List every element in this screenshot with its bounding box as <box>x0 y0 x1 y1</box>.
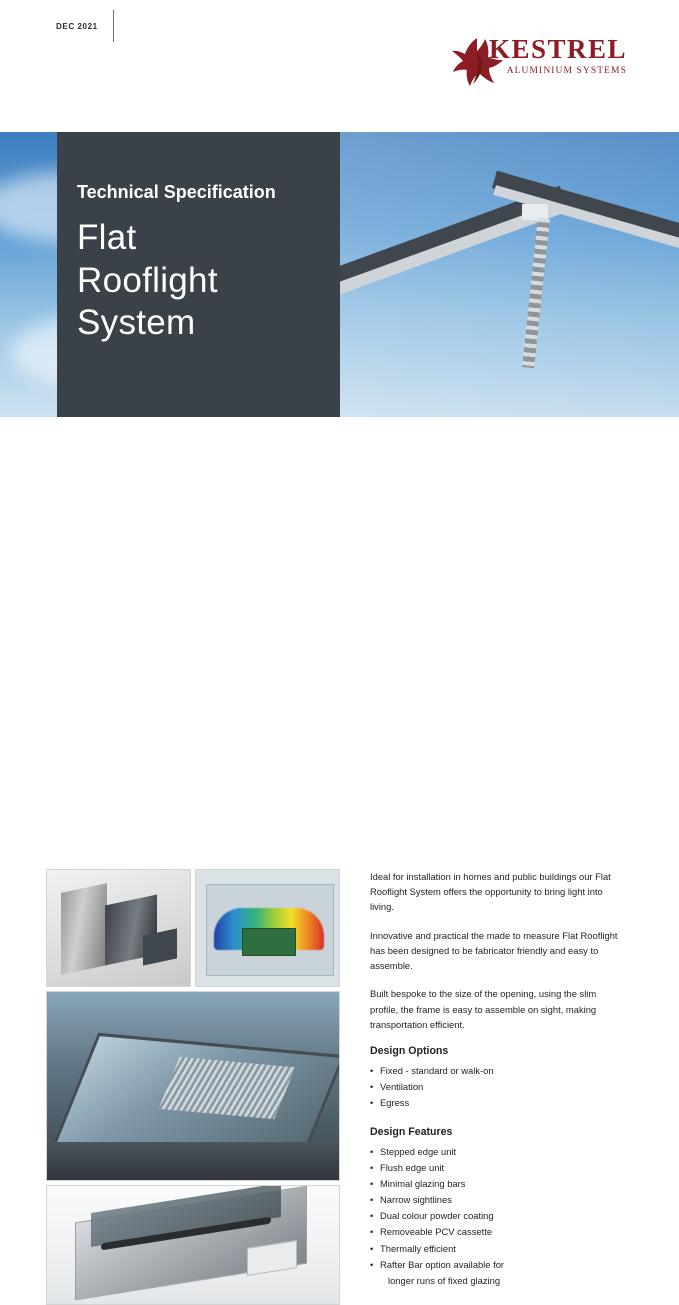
ceiling-reflection <box>159 1057 296 1119</box>
thermal-simulation-section <box>195 869 340 987</box>
list-item: • Fixed - standard or walk-on <box>370 1063 620 1079</box>
intro-paragraph-1: Ideal for installation in homes and public buildings our Flat Rooflight System offers the opportunity to bring light into living. <box>370 871 611 913</box>
image-gallery <box>46 869 340 1305</box>
hero-title-line-3: System <box>77 303 196 343</box>
list-item: • Removeable PCV cassette <box>370 1224 620 1240</box>
header-divider <box>113 10 114 42</box>
list-item: • Rafter Bar option available for <box>370 1257 620 1273</box>
list-item: • Narrow sightlines <box>370 1192 620 1208</box>
roof-kerb <box>47 1142 340 1181</box>
brand-logo <box>447 36 627 76</box>
product-description <box>370 869 620 1293</box>
list-item: • Ventilation <box>370 1079 620 1095</box>
page-header <box>0 0 679 132</box>
intro-paragraph-3: Built bespoke to the size of the opening, using the slim profile, the frame is easy to assemble on sight, making transportation efficient. <box>370 988 597 1030</box>
hero-title <box>77 217 218 345</box>
profile-part <box>143 928 177 965</box>
intro-paragraph-2: Innovative and practical the made to measure Flat Rooflight has been designed to be fabricator friendly and easy to assemble. <box>370 929 618 972</box>
list-item: • Minimal glazing bars <box>370 1176 620 1192</box>
design-features-list <box>370 1144 620 1290</box>
profile-exploded-render <box>46 869 191 987</box>
rooflight-hero-photo <box>340 132 679 417</box>
list-item: • Thermally efficient <box>370 1241 620 1257</box>
list-item: • Stepped edge unit <box>370 1144 620 1160</box>
design-features-heading: Design Features <box>370 1125 453 1138</box>
design-options-list <box>370 1063 620 1112</box>
insulation-core <box>242 928 296 956</box>
hero-title-line-2: Rooflight <box>77 260 218 300</box>
issue-date: DEC 2021 <box>56 22 98 31</box>
design-options-heading: Design Options <box>370 1045 449 1058</box>
installed-rooflight-photo <box>46 991 340 1181</box>
list-item-continuation: longer runs of fixed glazing <box>388 1275 501 1286</box>
glazing-bar-section-render <box>46 1185 340 1305</box>
hero-title-line-1: Flat <box>77 218 137 257</box>
profile-part <box>61 883 107 975</box>
gallery-row-top <box>46 869 340 987</box>
list-item: • Egress <box>370 1095 620 1111</box>
hero-kicker: Technical Specification <box>77 182 276 202</box>
list-item: • Dual colour powder coating <box>370 1208 620 1224</box>
brand-name: KESTREL <box>488 34 627 64</box>
kestrel-bird-icon <box>447 34 507 92</box>
hero-banner <box>0 132 679 417</box>
list-item: • Flush edge unit <box>370 1160 620 1176</box>
hero-title-panel <box>57 132 340 417</box>
brand-tagline: ALUMINIUM SYSTEMS <box>506 66 627 76</box>
